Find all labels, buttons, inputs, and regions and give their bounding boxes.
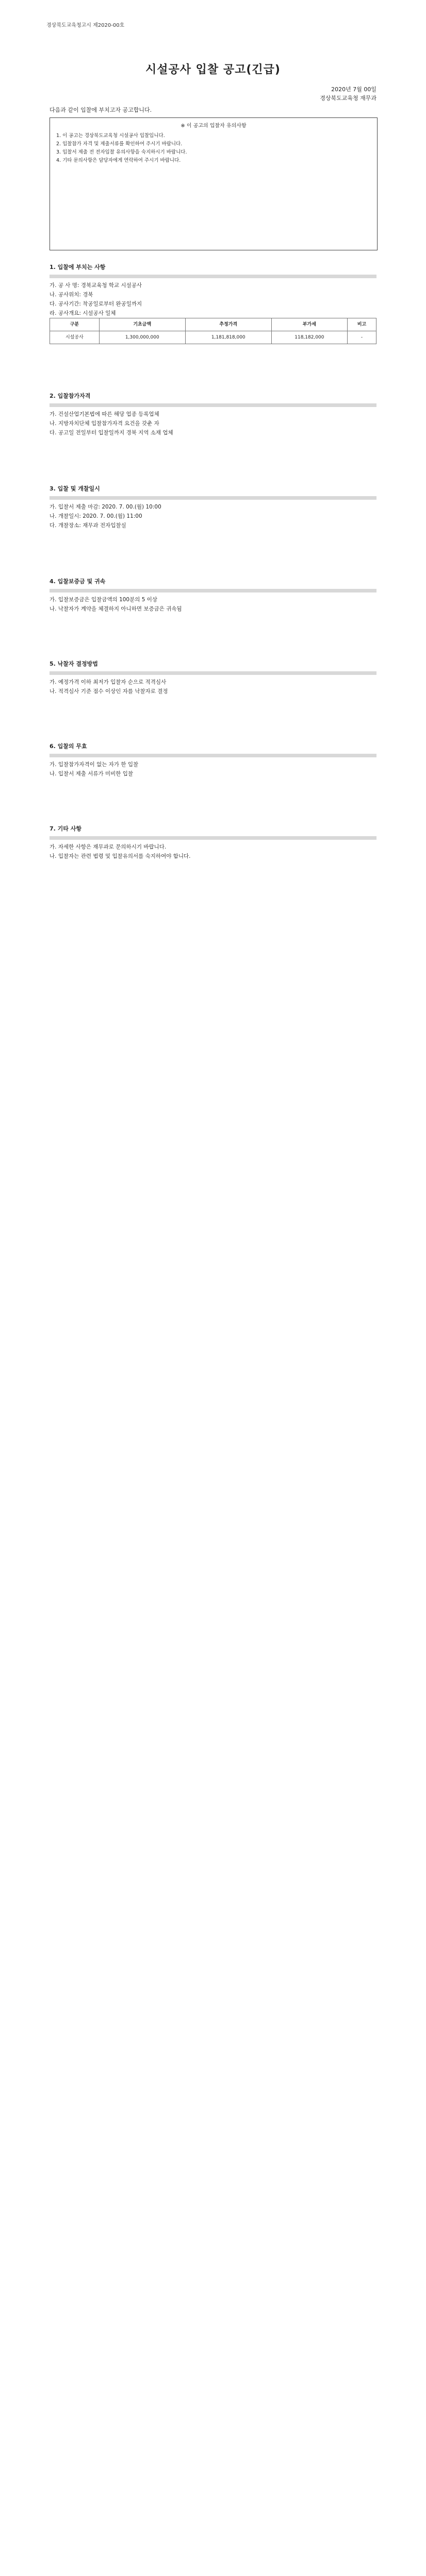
section-line: 다. 공고일 전일부터 입찰일까지 경북 지역 소재 업체	[50, 430, 173, 436]
section-line: 가. 공 사 명: 경북교육청 학교 시설공사	[50, 282, 142, 289]
section-line: 가. 건설산업기본법에 따른 해당 업종 등록업체	[50, 411, 159, 417]
notice-item: 3. 입찰서 제출 전 전자입찰 유의사항을 숙지하시기 바랍니다.	[56, 149, 187, 155]
section-1	[50, 263, 376, 344]
section-heading: 6. 입찰의 무효	[50, 743, 87, 750]
section-line: 나. 적격심사 기준 점수 이상인 자를 낙찰자로 결정	[50, 688, 168, 694]
section-line: 나. 낙찰자가 계약을 체결하지 아니하면 보증금은 귀속됨	[50, 606, 182, 612]
budget-table	[50, 318, 376, 344]
section-line: 가. 예정가격 이하 최저가 입찰자 순으로 적격심사	[50, 679, 167, 685]
notice-item: 4. 기타 문의사항은 담당자에게 연락하여 주시기 바랍니다.	[56, 158, 181, 163]
section-divider	[50, 496, 376, 500]
section-line: 가. 입찰보증금은 입찰금액의 100분의 5 이상	[50, 597, 158, 603]
table-cell: -	[348, 331, 376, 344]
section-divider	[50, 671, 376, 675]
table-header: 부가세	[271, 318, 347, 331]
table-header: 구분	[50, 318, 100, 331]
section-heading: 5. 낙찰자 결정방법	[50, 660, 98, 667]
section-line: 나. 입찰서 제출 서류가 미비한 입찰	[50, 771, 134, 777]
section-6	[50, 742, 376, 778]
table-row	[50, 331, 376, 344]
section-line: 가. 입찰서 제출 마감: 2020. 7. 00.(월) 10:00	[50, 504, 161, 510]
section-line: 다. 공사기간: 착공일로부터 완공일까지	[50, 301, 142, 307]
section-heading: 1. 입찰에 부치는 사항	[50, 264, 106, 270]
notice-item: 2. 입찰참가 자격 및 제출서류를 확인하여 주시기 바랍니다.	[56, 141, 183, 147]
table-cell: 시설공사	[50, 331, 100, 344]
section-4	[50, 577, 376, 614]
notice-box	[50, 117, 378, 250]
section-line: 다. 개찰장소: 재무과 전자입찰실	[50, 522, 126, 529]
page-title: 시설공사 입찰 공고(긴급)	[145, 63, 281, 76]
section-5	[50, 659, 376, 696]
document-header: 경상북도교육청고시 제2020-00호	[46, 23, 125, 28]
section-divider	[50, 403, 376, 407]
table-cell: 1,300,000,000	[99, 331, 185, 344]
table-header: 비고	[348, 318, 376, 331]
document-intro: 다음과 같이 입찰에 부치고자 공고합니다.	[50, 107, 152, 113]
notice-text	[50, 129, 377, 168]
section-divider	[50, 275, 376, 278]
section-line: 나. 지방자치단체 입찰참가자격 요건을 갖춘 자	[50, 420, 159, 427]
section-heading: 3. 입찰 및 개찰일시	[50, 485, 100, 492]
document-department: 경상북도교육청 재무과	[320, 95, 376, 101]
table-cell: 118,182,000	[271, 331, 347, 344]
section-heading: 4. 입찰보증금 및 귀속	[50, 578, 106, 585]
section-line: 나. 개찰일시: 2020. 7. 00.(월) 11:00	[50, 513, 142, 519]
section-7	[50, 824, 376, 861]
section-line: 나. 공사위치: 경북	[50, 292, 93, 298]
section-line: 가. 입찰참가자격이 없는 자가 한 입찰	[50, 761, 139, 768]
section-3	[50, 484, 376, 530]
table-cell: 1,181,818,000	[185, 331, 271, 344]
section-2	[50, 392, 376, 437]
section-heading: 7. 기타 사항	[50, 825, 81, 832]
section-heading: 2. 입찰참가자격	[50, 393, 91, 399]
table-header: 기초금액	[99, 318, 185, 331]
section-divider	[50, 836, 376, 840]
section-line: 라. 공사개요: 시설공사 일체	[50, 310, 116, 316]
section-line: 나. 입찰자는 관련 법령 및 입찰유의서를 숙지하여야 합니다.	[50, 853, 191, 859]
notice-item: 1. 이 공고는 경상북도교육청 시설공사 입찰입니다.	[56, 133, 165, 139]
section-divider	[50, 589, 376, 592]
notice-title: ※ 이 공고의 입찰자 유의사항	[181, 123, 247, 129]
document-date: 2020년 7월 00일	[331, 86, 376, 93]
section-line: 가. 자세한 사항은 재무과로 문의하시기 바랍니다.	[50, 844, 167, 850]
table-header: 추정가격	[185, 318, 271, 331]
section-divider	[50, 754, 376, 757]
